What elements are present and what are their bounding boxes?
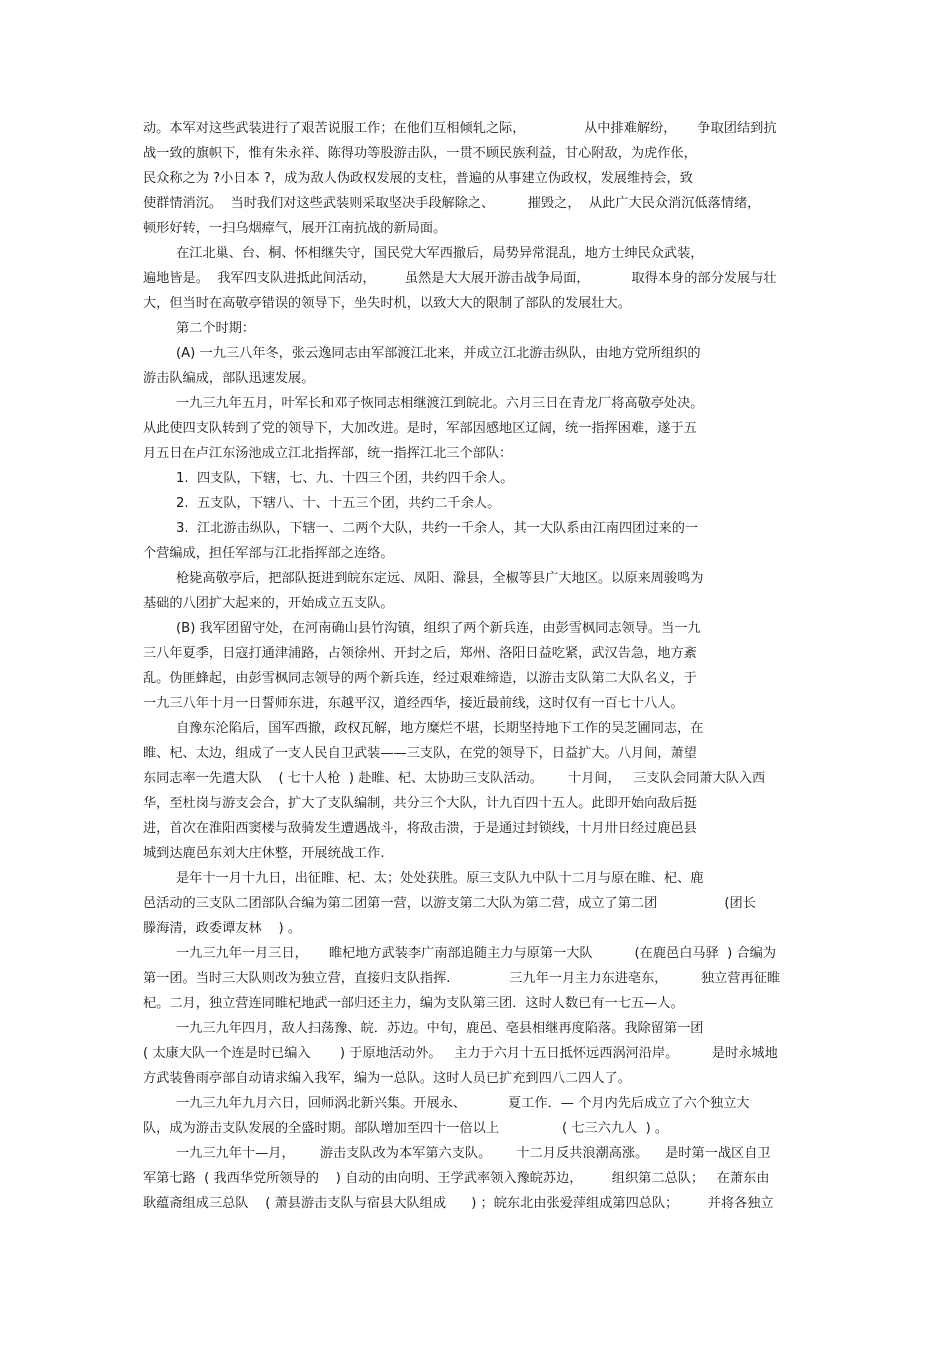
- text-line: 枪毙高敬亭后，把部队挺进到皖东定远、凤阳、滁县，全椒等县广大地区。以原来周骏鸣为: [176, 571, 704, 586]
- text-line: (B) 我军团留守处，在河南确山县竹沟镇，组织了两个新兵连，由彭雪枫同志领导。当一九: [176, 621, 701, 636]
- list-item: 1. 四支队，下辖，七、九、十四三个团，共约四千余人。: [176, 471, 514, 486]
- text-line: ( 太康大队一个连是时已编入 ) 于原地活动外。 主力于六月十五日抵怀远西涡河沿岸。 是时永城地: [143, 1046, 778, 1061]
- text-line: 是年十一月十九日，出征睢、杞、太；处处获胜。原三支队九中队十二月与原在睢、杞、鹿: [176, 871, 704, 886]
- text-line: 月五日在卢江东汤池成立江北指挥部，统一指挥江北三个部队：: [143, 446, 513, 461]
- text-line: 自豫东沦陷后，国军西撤，政权瓦解，地方糜烂不堪，长期坚持地下工作的吴芝圃同志，在: [176, 721, 704, 736]
- text-line: (A) 一九三八年冬，张云逸同志由军部渡江北来，并成立江北游击纵队，由地方党所组织的: [176, 346, 701, 361]
- text-line: 使群情消沉。 当时我们对这些武装则采取坚决手段解除之、 摧毁之， 从此广大民众消沉低落情绪，: [143, 196, 761, 211]
- text-line: 从此使四支队转到了党的领导下，大加改进。是时，军部因感地区辽阔，统一指挥困难，遂于五: [143, 421, 697, 436]
- text-line: 队，成为游击支队发展的全盛时期。部队增加至四十一倍以上 ( 七三六九人 ) 。: [143, 1121, 669, 1136]
- list-item: 3. 江北游击纵队，下辖一、二两个大队，共约一千余人，其一大队系由江南四团过来的一: [176, 521, 699, 536]
- section-heading: 第二个时期：: [176, 321, 256, 336]
- text-line: 邑活动的三支队二团部队合编为第二团第一营，以游支第二大队为第二营，成立了第二团 (团长: [143, 896, 756, 911]
- text-line: 动。本军对这些武装进行了艰苦说服工作；在他们互相倾轧之际， 从中排难解纷， 争取团结到抗: [143, 121, 777, 136]
- text-line: 城到达鹿邑东刘大庄休整，开展统战工作.: [143, 846, 385, 861]
- text-line: 一九三九年五月，叶军长和邓子恢同志相继渡江到皖北。六月三日在青龙厂将高敬亭处决。: [176, 396, 704, 411]
- text-line: 遍地皆是。 我军四支队进抵此间活动， 虽然是大大展开游击战争局面， 取得本身的部分发展与壮: [143, 271, 777, 286]
- text-line: 乱。伪匪蜂起，由彭雪枫同志领导的两个新兵连，经过艰难缔造，以游击支队第二大队名义，于: [143, 671, 697, 686]
- text-line: 基础的八团扩大起来的，开始成立五支队。: [143, 596, 394, 611]
- text-line: 睢、杞、太边，组成了一支人民自卫武装——三支队，在党的领导下，日益扩大。八月间，萧望: [143, 746, 697, 761]
- text-line: 一九三九年四月，敌人扫荡豫、皖．苏边。中旬，鹿邑、亳县相继再度陷落。我除留第一团: [176, 1021, 704, 1036]
- text-line: 东同志率一先遣大队 ( 七十人枪 ) 赴睢、杞、太协助三支队活动。 十月间， 三支队会同萧大队入西: [143, 771, 766, 786]
- text-line: 一九三九年九月六日，回师涡北新兴集。开展永、 夏工作．— 个月内先后成立了六个独立大: [176, 1096, 750, 1111]
- list-item: 2. 五支队，下辖八、十、十五三个团，共约二千余人。: [176, 496, 501, 511]
- text-line: 第一团。当时三大队则改为独立营，直接归支队指挥. 三九年一月主力东进亳东， 独立营再征睢: [143, 971, 781, 986]
- text-line: 顿形好转，一扫乌烟瘴气，展开江南抗战的新局面。: [143, 221, 447, 236]
- text-line: 一九三八年十月一日誓师东进，东越平汉，道经西华，接近最前线，这时仅有一百七十八人。: [143, 696, 684, 711]
- text-line: 华，至杜岗与游支会合，扩大了支队编制，共分三个大队，计九百四十五人。此即开始向敌后挺: [143, 796, 697, 811]
- text-line: 民众称之为 ?小日本 ?，成为敌人伪政权发展的支柱，普遍的从事建立伪政权，发展维持会，致: [143, 171, 693, 186]
- text-line: 滕海清，政委谭友林 ) 。: [143, 921, 301, 936]
- text-line: 大，但当时在高敬亭错误的领导下，坐失时机，以致大大的限制了部队的发展壮大。: [143, 296, 631, 311]
- text-line: 一九三九年十—月， 游击支队改为本军第六支队。 十二月反共浪潮高涨。 是时第一战区自卫: [176, 1146, 771, 1161]
- text-line: 军第七路 ( 我西华党所领导的 ) 自动的由向明、王学武率领入豫皖苏边， 组织第二总队； 在萧东由: [143, 1171, 770, 1186]
- text-line: 进，首次在淮阳西窦楼与敌骑发生遭遇战斗，将敌击溃，于是通过封锁线，十月卅日经过鹿邑县: [143, 821, 697, 836]
- text-line: 耿蕴斋组成三总队 ( 萧县游击支队与宿县大队组成 ) ；皖东北由张爱萍组成第四总队； 并将各独立: [143, 1196, 774, 1211]
- text-line: 在江北巢、台、桐、怀相继失守，国民党大军西撤后，局势异常混乱，地方士绅民众武装，: [176, 246, 704, 261]
- text-line: 游击队编成，部队迅速发展。: [143, 371, 315, 386]
- text-line: 方武装鲁雨亭部自动请求编入我军，编为一总队。这时人员已扩充到四八二四人了。: [143, 1071, 631, 1086]
- text-line: 战一致的旗帜下，惟有朱永祥、陈得功等股游击队，一贯不顾民族利益，甘心附敌，为虎作伥，: [143, 146, 697, 161]
- text-line: 三八年夏季，日寇打通津浦路，占领徐州、开封之后，郑州、洛阳日益吃紧，武汉告急，地方紊: [143, 646, 697, 661]
- text-line: 一九三九年一月三日， 睢杞地方武装李广南部追随主力与原第一大队 (在鹿邑白马驿 ) 合编为: [176, 946, 777, 961]
- text-line: 杞。二月，独立营连同睢杞地武一部归还主力，编为支队第三团．这时人数已有一七五—人。: [143, 996, 684, 1011]
- text-line: 个营编成，担任军部与江北指挥部之连络。: [143, 546, 394, 561]
